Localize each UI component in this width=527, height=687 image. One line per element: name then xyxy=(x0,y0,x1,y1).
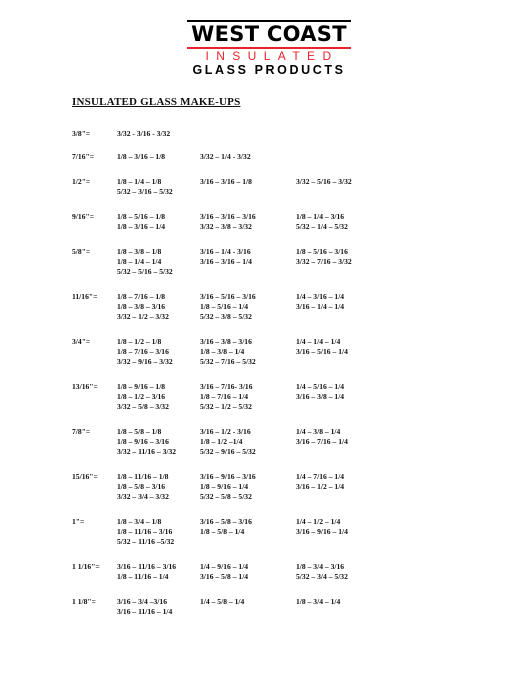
makeup-row xyxy=(72,427,492,457)
makeup-combination: 1/4 – 9/16 – 1/4 xyxy=(200,562,249,571)
makeup-combination: 3/32 – 7/16 – 3/32 xyxy=(296,257,352,266)
makeup-combination: 1/8 – 1/4 – 3/16 xyxy=(296,212,345,221)
makeup-combination: 3/32 – 9/16 – 3/32 xyxy=(117,357,173,366)
makeup-combination: 1/8 – 1/2 – 3/16 xyxy=(117,392,166,401)
makeup-combination: 3/16 – 3/8 – 1/4 xyxy=(296,392,345,401)
makeup-combination: 3/32 – 11/16 – 3/32 xyxy=(117,447,177,456)
logo-company-name: WEST COAST xyxy=(191,22,347,46)
makeup-combination: 5/32 – 3/4 – 5/32 xyxy=(296,572,348,581)
makeup-combination: 1/8 – 7/16 – 3/16 xyxy=(117,347,169,356)
makeup-column xyxy=(296,292,416,322)
glass-thickness-label: 3/8"= xyxy=(72,129,91,138)
makeup-combination: 1/8 – 3/8 – 1/8 xyxy=(117,247,162,256)
makeup-combination: 1/8 – 9/16 – 3/16 xyxy=(117,437,169,446)
makeup-combination: 3/16 – 9/16 – 3/16 xyxy=(200,472,256,481)
makeup-column xyxy=(200,517,296,547)
makeup-combination: 1/8 – 7/16 – 1/4 xyxy=(200,392,249,401)
glass-thickness-label: 3/4"= xyxy=(72,337,91,346)
makeup-column xyxy=(296,597,416,617)
makeup-row xyxy=(72,247,492,277)
makeup-column xyxy=(296,212,416,232)
makeup-combination: 5/32 – 5/16 – 5/32 xyxy=(117,267,173,276)
logo-insulated-text: INSULATED xyxy=(205,49,339,63)
makeup-combination: 3/16 – 3/16 – 1/8 xyxy=(200,177,252,186)
makeup-column xyxy=(200,152,296,162)
makeup-row xyxy=(72,382,492,412)
makeup-combination: 1/8 – 3/16 – 1/4 xyxy=(117,222,166,231)
makeup-combination: 5/32 – 5/8 – 5/32 xyxy=(200,492,252,501)
makeup-column xyxy=(200,472,296,502)
makeup-row xyxy=(72,517,492,547)
glass-thickness-label: 5/8"= xyxy=(72,247,91,256)
makeup-row xyxy=(72,472,492,502)
makeup-combination: 3/16 – 1/2 – 1/4 xyxy=(296,482,345,491)
makeup-combination: 3/16 – 1/4 - 3/16 xyxy=(200,247,251,256)
makeup-column xyxy=(117,472,200,502)
glass-thickness-label: 9/16"= xyxy=(72,212,95,221)
makeup-combination: 3/32 – 1/4 - 3/32 xyxy=(200,152,251,161)
makeup-column xyxy=(200,177,296,197)
makeup-combination: 3/32 – 5/8 – 3/32 xyxy=(117,402,169,411)
glass-thickness-label: 11/16"= xyxy=(72,292,98,301)
makeup-combination: 1/8 – 5/8 – 1/4 xyxy=(200,527,245,536)
makeup-combination: 5/32 – 7/16 – 5/32 xyxy=(200,357,256,366)
glass-thickness-label: 1 1/8"= xyxy=(72,597,96,606)
makeup-combination: 3/32 – 1/2 – 3/32 xyxy=(117,312,169,321)
makeup-combination: 3/16 – 9/16 – 1/4 xyxy=(296,527,348,536)
makeup-column xyxy=(117,427,200,457)
makeup-column xyxy=(200,562,296,582)
makeup-combination: 1/4 – 7/16 – 1/4 xyxy=(296,472,345,481)
makeup-column xyxy=(117,382,200,412)
makeup-column xyxy=(117,517,200,547)
makeup-column xyxy=(117,562,200,582)
makeup-column xyxy=(200,247,296,277)
glass-thickness-label: 1"= xyxy=(72,517,85,526)
makeup-column xyxy=(296,472,416,502)
makeup-row xyxy=(72,562,492,582)
makeup-combination: 1/8 – 3/16 – 1/8 xyxy=(117,152,166,161)
makeup-combination: 5/32 – 3/16 – 5/32 xyxy=(117,187,173,196)
makeup-combination: 1/8 – 9/16 – 1/8 xyxy=(117,382,166,391)
makeup-column xyxy=(296,337,416,367)
makeup-combination: 1/8 – 3/8 – 1/4 xyxy=(200,347,245,356)
makeup-column xyxy=(117,152,200,162)
makeup-combination: 3/16 – 5/8 – 1/4 xyxy=(200,572,249,581)
makeup-combination: 1/8 – 11/16 – 1/8 xyxy=(117,472,169,481)
makeup-combination: 1/8 – 3/8 – 3/16 xyxy=(117,302,166,311)
makeup-combination: 3/32 – 3/8 – 3/32 xyxy=(200,222,252,231)
makeup-combination: 1/8 – 11/16 – 3/16 xyxy=(117,527,173,536)
glass-thickness-label: 1/2"= xyxy=(72,177,91,186)
makeup-column xyxy=(117,247,200,277)
makeup-combination: 5/32 – 1/2 – 5/32 xyxy=(200,402,252,411)
makeup-combination: 5/32 – 1/4 – 5/32 xyxy=(296,222,348,231)
makeups-table xyxy=(72,129,492,632)
makeup-column xyxy=(117,212,200,232)
makeup-combination: 1/8 – 1/2 – 1/8 xyxy=(117,337,162,346)
makeup-column xyxy=(296,382,416,412)
makeup-combination: 3/16 – 11/16 – 3/16 xyxy=(117,562,177,571)
makeup-combination: 1/8 – 3/4 – 1/8 xyxy=(117,517,162,526)
makeup-combination: 5/32 – 11/16 –5/32 xyxy=(117,537,175,546)
makeup-column xyxy=(117,177,200,197)
makeup-combination: 1/8 – 5/16 – 1/8 xyxy=(117,212,166,221)
makeup-combination: 1/8 – 7/16 – 1/8 xyxy=(117,292,166,301)
company-logo xyxy=(186,20,352,78)
makeup-combination: 3/16 – 5/16 – 1/4 xyxy=(296,347,348,356)
makeup-combination: 3/16 – 3/16 – 3/16 xyxy=(200,212,256,221)
makeup-combination: 1/4 – 1/4 – 1/4 xyxy=(296,337,341,346)
makeup-combination: 1/8 – 1/4 – 1/8 xyxy=(117,177,162,186)
makeup-combination: 1/8 – 1/4 – 1/4 xyxy=(117,257,162,266)
glass-thickness-label: 13/16"= xyxy=(72,382,98,391)
glass-thickness-label: 7/16"= xyxy=(72,152,95,161)
makeup-row xyxy=(72,129,492,139)
makeup-combination: 3/16 – 1/4 – 1/4 xyxy=(296,302,345,311)
makeup-row xyxy=(72,597,492,617)
makeup-combination: 1/8 – 11/16 – 1/4 xyxy=(117,572,169,581)
makeup-combination: 1/8 – 3/4 – 3/16 xyxy=(296,562,345,571)
makeup-combination: 3/16 – 5/16 – 3/16 xyxy=(200,292,256,301)
makeup-combination: 1/8 – 5/8 – 3/16 xyxy=(117,482,166,491)
makeup-column xyxy=(296,517,416,547)
makeup-combination: 3/16 – 3/4 –3/16 xyxy=(117,597,167,606)
makeup-column xyxy=(200,337,296,367)
makeup-combination: 1/8 – 5/8 – 1/8 xyxy=(117,427,162,436)
makeup-combination: 3/32 – 5/16 – 3/32 xyxy=(296,177,352,186)
makeup-combination: 3/32 - 3/16 - 3/32 xyxy=(117,129,171,138)
makeup-column xyxy=(296,129,416,139)
logo-glass-products-text: GLASS PRODUCTS xyxy=(192,63,346,77)
makeup-column xyxy=(200,292,296,322)
page-title: INSULATED GLASS MAKE-UPS xyxy=(72,96,241,108)
makeup-row xyxy=(72,177,492,197)
makeup-combination: 3/16 – 3/8 – 3/16 xyxy=(200,337,252,346)
makeup-column xyxy=(296,562,416,582)
makeup-row xyxy=(72,152,492,162)
makeup-column xyxy=(296,427,416,457)
makeup-column xyxy=(200,597,296,617)
makeup-row xyxy=(72,337,492,367)
makeup-row xyxy=(72,212,492,232)
makeup-row xyxy=(72,292,492,322)
makeup-combination: 5/32 – 3/8 – 5/32 xyxy=(200,312,252,321)
makeup-combination: 3/16 – 7/16 – 1/4 xyxy=(296,437,348,446)
glass-thickness-label: 7/8"= xyxy=(72,427,91,436)
makeup-combination: 1/8 – 9/16 – 1/4 xyxy=(200,482,249,491)
makeup-combination: 1/8 – 5/16 – 3/16 xyxy=(296,247,348,256)
makeup-combination: 3/16 – 11/16 – 1/4 xyxy=(117,607,173,616)
makeup-combination: 3/16 – 7/16- 3/16 xyxy=(200,382,253,391)
makeup-combination: 1/8 – 3/4 – 1/4 xyxy=(296,597,341,606)
makeup-combination: 1/8 – 5/16 – 1/4 xyxy=(200,302,249,311)
makeup-column xyxy=(200,427,296,457)
makeup-column xyxy=(200,129,296,139)
makeup-combination: 1/4 – 3/16 – 1/4 xyxy=(296,292,345,301)
makeup-combination: 1/4 – 5/16 – 1/4 xyxy=(296,382,345,391)
makeup-column xyxy=(296,177,416,197)
makeup-combination: 1/4 – 1/2 – 1/4 xyxy=(296,517,341,526)
makeup-combination: 1/4 – 3/8 – 1/4 xyxy=(296,427,341,436)
makeup-combination: 1/4 – 5/8 – 1/4 xyxy=(200,597,245,606)
makeup-column xyxy=(117,129,200,139)
makeup-combination: 3/32 – 3/4 – 3/32 xyxy=(117,492,169,501)
makeup-combination: 3/16 – 5/8 – 3/16 xyxy=(200,517,252,526)
makeup-column xyxy=(200,382,296,412)
makeup-combination: 1/8 – 1/2 –1/4 xyxy=(200,437,243,446)
makeup-combination: 3/16 – 3/16 – 1/4 xyxy=(200,257,252,266)
makeup-column xyxy=(296,247,416,277)
makeup-combination: 3/16 – 1/2 - 3/16 xyxy=(200,427,251,436)
glass-thickness-label: 15/16"= xyxy=(72,472,98,481)
makeup-column xyxy=(117,292,200,322)
makeup-column xyxy=(117,597,200,617)
makeup-column xyxy=(200,212,296,232)
makeup-combination: 5/32 – 9/16 – 5/32 xyxy=(200,447,256,456)
makeup-column xyxy=(296,152,416,162)
makeup-column xyxy=(117,337,200,367)
glass-thickness-label: 1 1/16"= xyxy=(72,562,100,571)
